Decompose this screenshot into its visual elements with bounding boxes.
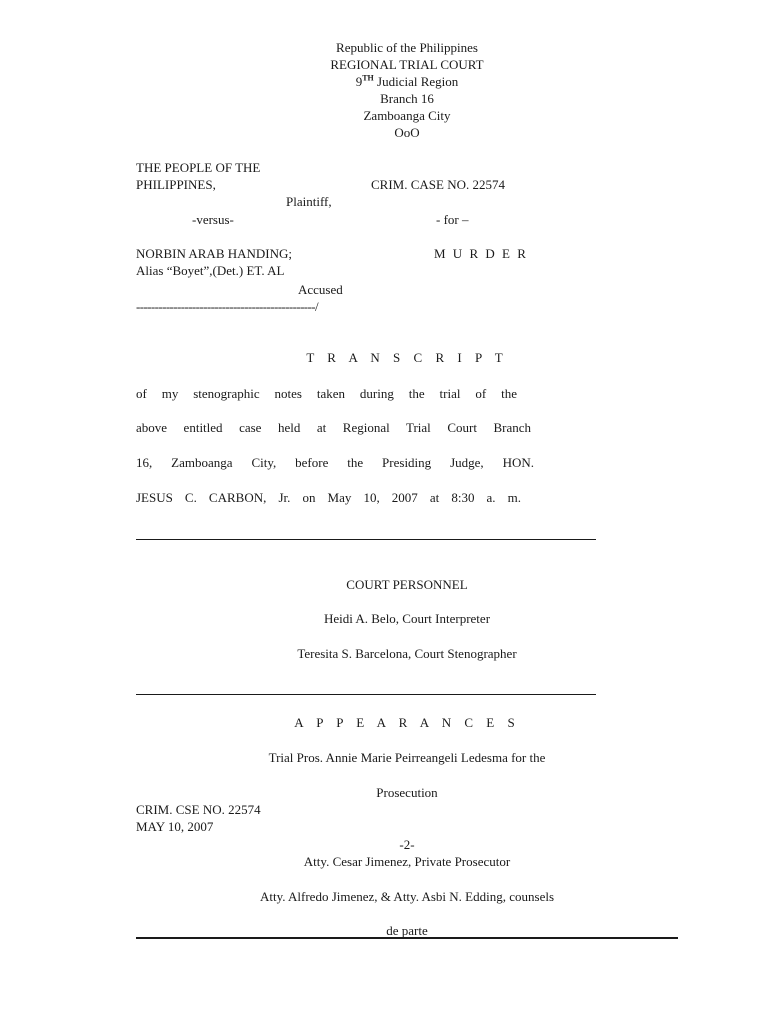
caption-accused-label: Accused: [298, 282, 343, 297]
bottom-rule: [136, 937, 678, 939]
page-header-case: CRIM. CSE NO. 22574: [136, 802, 261, 817]
page-header-date: MAY 10, 2007: [136, 819, 214, 834]
section-divider: [136, 539, 596, 540]
appearance-counsels-line1: Atty. Alfredo Jimenez, & Atty. Asbi N. Edding, counsels: [259, 889, 555, 904]
caption-offense: M U R D E R: [434, 246, 528, 261]
caption-people-line1: THE PEOPLE OF THE: [136, 160, 261, 175]
caption-dash-line: ------------------------------------------------/: [136, 299, 319, 314]
appearance-private-prosecutor: Atty. Cesar Jimenez, Private Prosecutor: [303, 854, 511, 869]
caption-people-line2: PHILIPPINES,: [136, 177, 216, 192]
region-text: Judicial Region: [373, 74, 459, 89]
header-court: REGIONAL TRIAL COURT: [330, 57, 484, 72]
transcript-line: JESUS C. CARBON, Jr. on May 10, 2007 at 8:30 a. m.: [136, 490, 521, 505]
caption-versus: -versus-: [192, 212, 234, 227]
personnel-title: COURT PERSONNEL: [346, 577, 468, 592]
appearances-title: A P P E A R A N C E S: [294, 715, 520, 730]
header-branch: Branch 16: [380, 91, 434, 106]
caption-accused-name: NORBIN ARAB HANDING;: [136, 246, 293, 261]
transcript-line: above entitled case held at Regional Trial Court Branch: [136, 420, 531, 435]
caption-case-number: CRIM. CASE NO. 22574: [371, 177, 505, 192]
caption-alias: Alias “Boyet”,(Det.) ET. AL: [136, 263, 285, 278]
transcript-line: of my stenographic notes taken during the trial of the: [136, 386, 517, 401]
header-republic: Republic of the Philippines: [336, 40, 478, 55]
appearance-counsels-line2: de parte: [386, 923, 428, 938]
transcript-line: 16, Zamboanga City, before the Presiding Judge, HON.: [136, 455, 534, 470]
page-number: -2-: [399, 837, 415, 852]
region-superscript: TH: [362, 73, 374, 83]
transcript-title: T R A N S C R I P T: [306, 350, 508, 365]
section-divider: [136, 694, 596, 695]
appearance-prosecutor-line1: Trial Pros. Annie Marie Peirreangeli Ledesma for the: [268, 750, 546, 765]
personnel-stenographer: Teresita S. Barcelona, Court Stenographer: [297, 646, 517, 661]
appearance-prosecutor-line2: Prosecution: [376, 785, 438, 800]
header-region: [207, 73, 607, 90]
region-number: 9: [355, 74, 363, 89]
header-mark: OoO: [394, 125, 420, 140]
header-city: Zamboanga City: [363, 108, 451, 123]
caption-for: - for –: [436, 212, 469, 227]
caption-plaintiff: Plaintiff,: [286, 194, 332, 209]
personnel-interpreter: Heidi A. Belo, Court Interpreter: [323, 611, 491, 626]
